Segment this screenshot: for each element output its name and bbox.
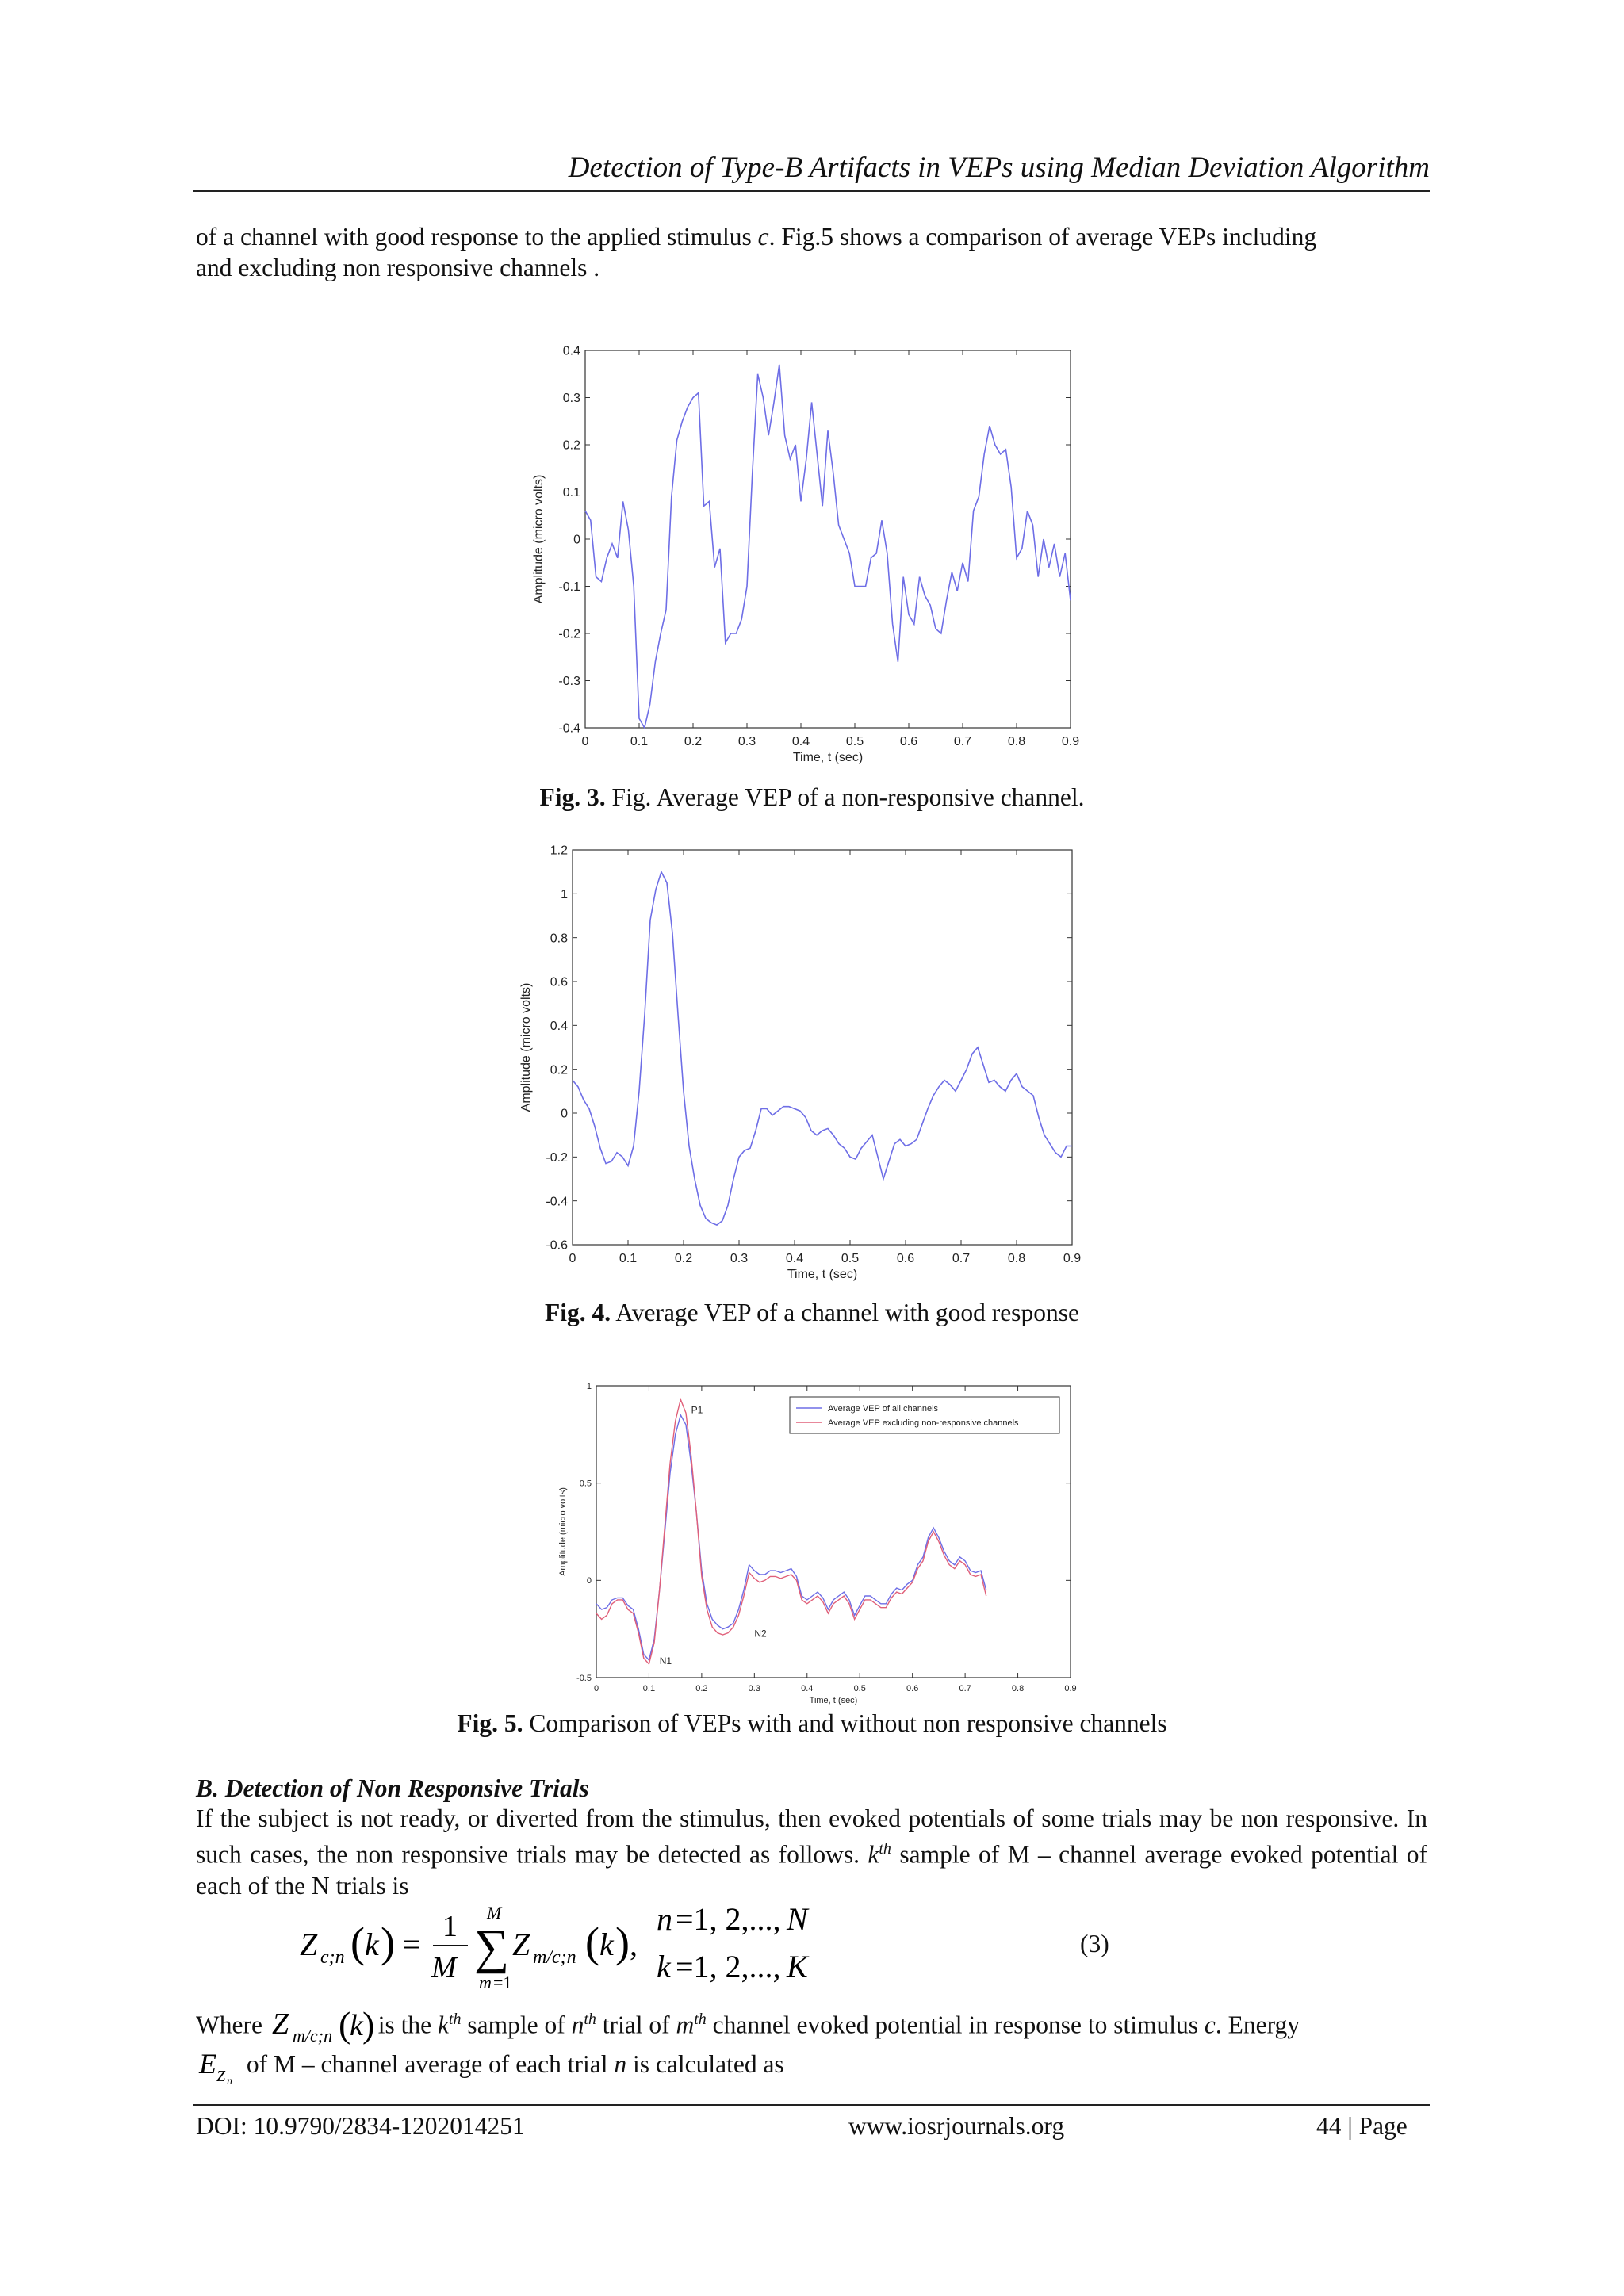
svg-text:M: M xyxy=(431,1951,457,1984)
svg-text:k: k xyxy=(365,1927,379,1962)
svg-text:Z: Z xyxy=(512,1927,530,1962)
x-tick-label: 0.4 xyxy=(791,735,810,748)
series-line xyxy=(585,365,1071,728)
x-tick-label: 0.1 xyxy=(642,1684,656,1693)
svg-text:1: 1 xyxy=(442,1910,458,1943)
x-tick-label: 0.6 xyxy=(896,1252,915,1265)
x-tick-label: 0.6 xyxy=(906,1684,919,1693)
figure-4-chart xyxy=(508,832,1082,1292)
svg-text:,: , xyxy=(630,1927,638,1962)
y-tick-label: 0 xyxy=(561,1107,568,1121)
svg-text:=1, 2,...,: =1, 2,..., xyxy=(676,1901,781,1937)
where-paragraph: Where Z m/c;n ( k ) is the $k^{th}$ sample of $n^{th}$ trial of $m^{th}$ channel evoked potential in response to stimulus c. Energy xyxy=(196,2004,1300,2046)
y-tick-label: -0.1 xyxy=(558,580,580,595)
x-tick-label: 0.4 xyxy=(801,1684,814,1693)
legend-box xyxy=(790,1397,1059,1433)
plot-frame xyxy=(585,350,1071,728)
x-axis-label: Time, t (sec) xyxy=(809,1696,858,1705)
y-tick-label: 0 xyxy=(573,533,580,547)
y-tick-label: 0.2 xyxy=(562,438,580,453)
svg-text:m/c;n: m/c;n xyxy=(292,2026,332,2046)
svg-text:): ) xyxy=(615,1919,630,1966)
x-tick-label: 0.1 xyxy=(630,735,649,748)
x-tick-label: 0 xyxy=(581,735,589,748)
footer-doi: DOI: 10.9790/2834-1202014251 xyxy=(196,2112,525,2140)
y-tick-label: -0.2 xyxy=(546,1150,568,1165)
equation-number: (3) xyxy=(1080,1930,1109,1957)
y-tick-label: 1 xyxy=(561,887,568,901)
x-tick-label: 0.1 xyxy=(619,1252,638,1265)
y-axis-label: Amplitude (micro volts) xyxy=(558,1487,568,1576)
y-tick-label: -0.5 xyxy=(576,1673,592,1683)
figure-5-chart xyxy=(539,1372,1078,1705)
x-tick-label: 0.9 xyxy=(1061,735,1080,748)
footer-page-number: 44 | Page xyxy=(1316,2112,1408,2140)
y-tick-label: -0.6 xyxy=(546,1238,568,1253)
intro-line-1: of a channel with good response to the applied stimulus c. Fig.5 shows a comparison of average VEPs including xyxy=(196,223,1317,251)
y-tick-label: 0.6 xyxy=(550,975,568,989)
annotation-label: N2 xyxy=(754,1628,767,1640)
figure-3-caption: Fig. 3. Fig. Average VEP of a non-responsive channel. xyxy=(539,783,1085,811)
y-tick-label: 0.2 xyxy=(550,1063,568,1077)
svg-text:=1, 2,...,: =1, 2,..., xyxy=(676,1949,781,1984)
svg-text:): ) xyxy=(381,1919,395,1966)
intro-line-2: and excluding non responsive channels . xyxy=(196,254,600,281)
svg-text:=1: =1 xyxy=(493,1973,512,1992)
energy-symbol xyxy=(196,2047,240,2087)
annotation-label: P1 xyxy=(691,1404,703,1416)
y-tick-label: 0.4 xyxy=(550,1019,568,1033)
svg-text:n: n xyxy=(657,1901,672,1937)
svg-text:K: K xyxy=(787,1949,808,1984)
energy-paragraph: E Z n of M – channel average of each trial n is calculated as xyxy=(196,2049,1427,2084)
svg-text:k: k xyxy=(599,1927,614,1962)
x-tick-label: 0.3 xyxy=(737,735,756,748)
x-tick-label: 0.8 xyxy=(1007,735,1026,748)
z-mcn-symbol xyxy=(269,2004,375,2046)
footer-website[interactable]: www.iosrjournals.org xyxy=(848,2112,1065,2140)
svg-text:c;n: c;n xyxy=(320,1947,345,1968)
svg-text:k: k xyxy=(349,2009,363,2043)
y-tick-label: 1 xyxy=(586,1381,592,1391)
annotation-label: N1 xyxy=(659,1655,672,1667)
y-tick-label: 0.3 xyxy=(562,392,580,406)
equation-3 xyxy=(285,1895,856,1998)
legend-label: Average VEP excluding non-responsive channels xyxy=(828,1418,1019,1428)
x-tick-label: 0 xyxy=(593,1684,599,1693)
y-tick-label: 0.1 xyxy=(562,486,580,500)
y-tick-label: 1.2 xyxy=(550,844,568,858)
y-tick-label: -0.2 xyxy=(558,627,580,641)
x-tick-label: 0.5 xyxy=(845,735,864,748)
y-axis-label: Amplitude (micro volts) xyxy=(532,474,546,604)
legend-label: Average VEP of all channels xyxy=(828,1404,939,1414)
x-tick-label: 0 xyxy=(569,1252,576,1265)
footer-rule xyxy=(193,2104,1430,2106)
x-tick-label: 0.7 xyxy=(952,1252,971,1265)
svg-text:(: ( xyxy=(338,2004,351,2045)
svg-text:Z: Z xyxy=(271,2007,289,2042)
svg-text:k: k xyxy=(657,1949,671,1984)
y-tick-label: -0.4 xyxy=(546,1195,568,1209)
x-tick-label: 0.2 xyxy=(695,1684,708,1693)
intro-paragraph xyxy=(196,221,1427,283)
y-tick-label: 0.4 xyxy=(562,344,580,358)
y-tick-label: -0.4 xyxy=(558,721,580,736)
figure-5-caption: Fig. 5. Comparison of VEPs with and without non responsive channels xyxy=(457,1709,1167,1737)
x-tick-label: 0.3 xyxy=(748,1684,760,1693)
svg-text:n: n xyxy=(227,2075,232,2087)
svg-text:m/c;n: m/c;n xyxy=(533,1947,576,1968)
x-tick-label: 0.8 xyxy=(1011,1684,1025,1693)
series-line xyxy=(596,1415,986,1660)
svg-text:=: = xyxy=(403,1927,421,1962)
series-line xyxy=(573,872,1072,1225)
x-tick-label: 0.8 xyxy=(1007,1252,1026,1265)
figure-4-caption: Fig. 4. Average VEP of a channel with good response xyxy=(545,1299,1079,1326)
svg-text:m: m xyxy=(479,1973,492,1992)
figure-3-chart xyxy=(508,333,1078,777)
header-rule xyxy=(193,190,1430,192)
svg-text:(: ( xyxy=(350,1919,365,1966)
x-tick-label: 0.6 xyxy=(899,735,918,748)
x-axis-label: Time, t (sec) xyxy=(787,1268,858,1281)
x-tick-label: 0.2 xyxy=(674,1252,693,1265)
y-axis-label: Amplitude (micro volts) xyxy=(519,982,533,1112)
y-tick-label: 0 xyxy=(586,1576,592,1586)
section-heading: B. Detection of Non Responsive Trials xyxy=(196,1774,589,1802)
svg-text:): ) xyxy=(362,2004,375,2045)
svg-text:M: M xyxy=(487,1903,502,1923)
y-tick-label: 0.8 xyxy=(550,932,568,946)
svg-text:E: E xyxy=(199,2047,216,2080)
x-tick-label: 0.5 xyxy=(853,1684,866,1693)
x-tick-label: 0.7 xyxy=(953,735,972,748)
svg-text:Z: Z xyxy=(216,2067,226,2085)
y-tick-label: 0.5 xyxy=(579,1479,592,1489)
section-paragraph: If the subject is not ready, or diverted from the stimulus, then evoked potentials of some trials may be non responsive. In such cases, the non responsive trials may be detected as follows. $k^{th}$ sample of M – channel average evoked potential of each of the N trials is xyxy=(196,1804,1427,1900)
x-tick-label: 0.9 xyxy=(1064,1684,1077,1693)
x-tick-label: 0.3 xyxy=(730,1252,749,1265)
svg-text:∑: ∑ xyxy=(474,1920,510,1974)
y-tick-label: -0.3 xyxy=(558,675,580,689)
x-tick-label: 0.9 xyxy=(1063,1252,1082,1265)
svg-text:(: ( xyxy=(585,1919,599,1966)
x-tick-label: 0.7 xyxy=(959,1684,971,1693)
plot-frame xyxy=(573,850,1072,1245)
svg-text:N: N xyxy=(787,1901,808,1937)
x-tick-label: 0.2 xyxy=(684,735,703,748)
running-header: Detection of Type-B Artifacts in VEPs using Median Deviation Algorithm xyxy=(568,151,1430,184)
series-line xyxy=(596,1399,986,1664)
x-axis-label: Time, t (sec) xyxy=(792,751,864,764)
x-tick-label: 0.5 xyxy=(841,1252,860,1265)
x-tick-label: 0.4 xyxy=(785,1252,804,1265)
svg-text:Z: Z xyxy=(300,1927,318,1962)
